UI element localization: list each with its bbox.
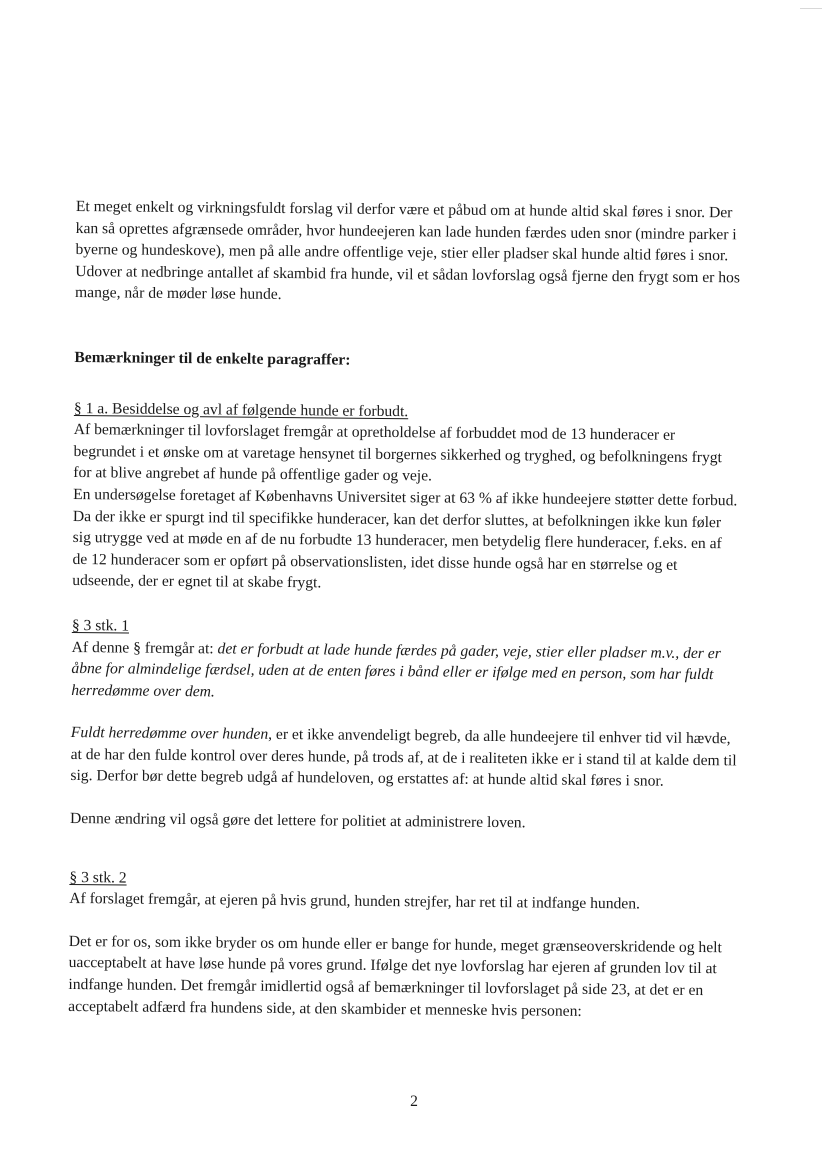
section-heading: Bemærkninger til de enkelte paragraffer: (74, 348, 351, 369)
section-title-paragraph-1a: § 1 a. Besiddelse og avl af følgende hunde er forbudt. (73, 399, 409, 420)
section-title-paragraph-3-2: § 3 stk. 2 (69, 868, 127, 887)
scan-edge-mark (800, 8, 822, 9)
section-3-2-paragraph-2: Det er for os, som ikke bryder os om hunde eller er bange for hunde, meget grænseoverskridende og helt uacceptabelt at have løse hunde på vores grund. Ifølge det nye lovforslag har ejeren af grunden lov til at indfange hunden. Det fremgår imidlertid også af bemærkninger til lovforslaget på side 23, at det er en acceptabelt adfærd fra hundens side, at den skambider et menneske hvis personen: (68, 932, 722, 1020)
document-body (68, 196, 742, 1024)
section-3-1-italic-term: Fuldt herredømme over hunden (70, 724, 269, 744)
section-1a-paragraph-2: En undersøgelse foretaget af Københavns Universitet siger at 63 % af ikke hundeejere støtter dette forbud. Da der ikke er spurgt ind til specifikke hunderacer, kan det derfor sluttes, at befolkningen ikke kun føler sig utrygge ved at møde en af de nu forbudte 13 hunderacer, men betydelig flere hunderacer, f.eks. en af de 12 hunderacer som er opført på observationslisten, idet disse hunde også har en størrelse og et udseende, der er egnet til at skabe frygt. (72, 485, 738, 592)
section-3-1-paragraph-2 (70, 722, 737, 793)
section-title-paragraph-3-1: § 3 stk. 1 (71, 616, 130, 635)
section-3-1-quote: det er forbudt at lade hunde færdes på gader, veje, stier eller pladser m.v., der er åbne for almindelige færdsel, uden at de enten føres i bånd eller er ifølge med en person, som har fuldt herredømme over dem. (71, 639, 721, 701)
section-3-1-lead: Af denne § fremgår at: (71, 638, 218, 657)
section-3-1-paragraph-3: Denne ændring vil også gøre det lettere for politiet at administrere loven. (69, 810, 526, 832)
section-1a-paragraph-1: Af bemærkninger til lovforslaget fremgår at opretholdelse af forbuddet mod de 13 hunderacer er begrundet i et ønske om at varetage hensynet til borgernes sikkerhed og tryghed, og befolkningens frygt for at blive angrebet af hunde på offentlige gader og veje. (73, 421, 723, 485)
page-number: 2 (410, 1093, 418, 1110)
section-3-1-paragraph-2-rest: , er et ikke anvendeligt begreb, da alle hundeejere til enhver tid vil hævde, at de har den fulde kontrol over deres hunde, på trods af, at de i realiteten ikke er i stand til at kalde dem til sig. Derfor bør dette begreb udgå af hundeloven, og erstattes af: at hunde altid skal føres i snor. (70, 726, 737, 791)
intro-paragraph: Et meget enkelt og virkningsfuldt forslag vil derfor være et påbud om at hunde altid skal føres i snor. Der kan så oprettes afgrænsede områder, hvor hundeejeren kan lade hunden færdes uden snor (mindre parker i byerne og hundeskove), men på alle andre offentlige veje, stier eller pladser skal hunde altid føres i snor. Udover at nedbringe antallet af skambid fra hunde, vil et sådan lovforslag også fjerne den frygt som er hos mange, når de møder løse hunde. (74, 197, 741, 304)
section-3-2-paragraph-1: Af forslaget fremgår, at ejeren på hvis grund, hunden strejfer, har ret til at indfange hunden. (69, 890, 641, 913)
section-3-1-paragraph-1 (71, 636, 738, 707)
